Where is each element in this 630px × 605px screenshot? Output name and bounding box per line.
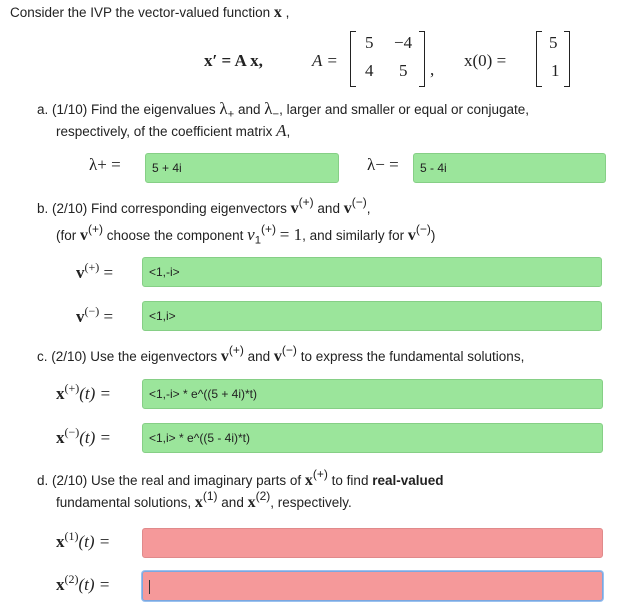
lambda-minus-input[interactable]: 5 - 4i	[413, 153, 606, 183]
x0-2: 1	[551, 61, 560, 80]
matrix-a11: 5	[365, 33, 374, 52]
part-b-question-line2: (for v(+) choose the component $v_1(+) = 1$, and similarly for v(−))	[56, 222, 436, 247]
matrix-right-bracket	[419, 31, 425, 87]
matrix-a-label: A =	[312, 51, 338, 70]
part-a-question-line2: respectively, of the coefficient matrix A,	[56, 121, 291, 140]
part-a-question-line1: a. (1/10) Find the eigenvalues $\lambda_+$ and $\lambda_-$, larger and smaller or equal or conjugate,	[37, 99, 529, 121]
ode-lhs: x′ = A x,	[204, 51, 263, 70]
eigenvector-plus-label: v(+) =	[76, 260, 114, 282]
part-b-question-line1: b. (2/10) Find corresponding eigenvectors v(+) and v(−),	[37, 195, 371, 217]
eigenvector-minus-input[interactable]: <1,i>	[142, 301, 602, 331]
text-cursor	[149, 580, 150, 594]
lambda-plus-label: λ+ =	[89, 155, 121, 174]
matrix-a21: 4	[365, 61, 374, 80]
real-solution-1-label: $x^{(1)}(t)$ =	[56, 529, 111, 551]
solution-minus-label: x(−)(t) =	[56, 425, 112, 447]
solution-plus-input[interactable]: <1,-i> * e^((5 + 4i)*t)	[142, 379, 603, 409]
real-solution-2-label: $x^{(2)}(t)$ =	[56, 572, 111, 594]
x0-right-bracket	[564, 31, 570, 87]
matrix-left-bracket	[350, 31, 356, 87]
x0-left-bracket	[536, 31, 542, 87]
part-d-question-line2: fundamental solutions, x(1) and x(2), respectively.	[56, 489, 352, 511]
initial-condition-label: x(0) =	[464, 51, 507, 70]
x0-1: 5	[549, 33, 558, 52]
intro-text: Consider the IVP the vector-valued function x ,	[10, 4, 290, 21]
lambda-minus-label: λ− =	[367, 155, 399, 174]
eigenvector-plus-input[interactable]: <1,-i>	[142, 257, 602, 287]
part-c-question: c. (2/10) Use the eigenvectors v(+) and v(−) to express the fundamental solutions,	[37, 343, 525, 365]
part-d-question-line1: d. (2/10) Use the real and imaginary parts of x(+) to find real-valued	[37, 467, 444, 489]
matrix-a12: −4	[394, 33, 413, 52]
lambda-plus-input[interactable]: 5 + 4i	[145, 153, 339, 183]
solution-plus-label: x(+)(t) =	[56, 381, 112, 403]
matrix-a22: 5	[399, 61, 408, 80]
eigenvector-minus-label: v(−) =	[76, 304, 114, 326]
solution-minus-input[interactable]: <1,i> * e^((5 - 4i)*t)	[142, 423, 603, 453]
real-solution-2-input[interactable]	[142, 571, 603, 601]
real-solution-1-input[interactable]	[142, 528, 603, 558]
